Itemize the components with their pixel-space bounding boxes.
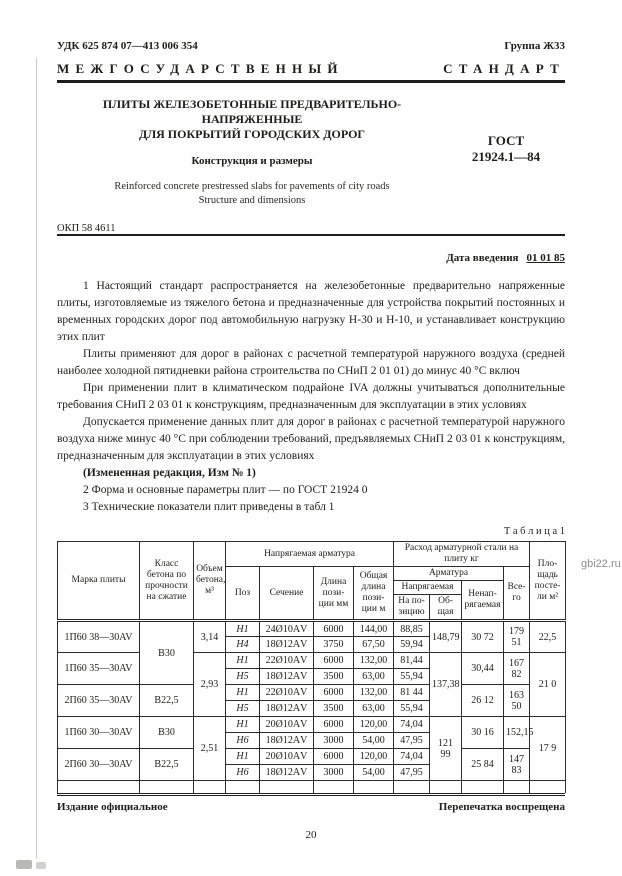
- group-code: Группа Ж33: [504, 40, 565, 52]
- col-header-common: Об-щая: [430, 595, 462, 621]
- title-en-line-1: Reinforced concrete prestressed slabs for pavements of city roads: [114, 181, 390, 192]
- cell-total: 152,15: [504, 717, 530, 749]
- cell-marka: 1П60 30—30AV: [58, 717, 140, 749]
- cell-pos: Н4: [226, 637, 260, 653]
- col-header-total: Все-го: [504, 567, 530, 621]
- title-line-2: ДЛЯ ПОКРЫТИЙ ГОРОДСКИХ ДОРОГ: [138, 127, 366, 141]
- cell-total: 167 82: [504, 653, 530, 685]
- cell-section: 18Ø12АV: [260, 765, 314, 781]
- cell-total: 147 83: [504, 749, 530, 781]
- cell-pos: Н5: [226, 701, 260, 717]
- col-header-total-length: Общая длина пози-ции м: [354, 567, 394, 621]
- classification-row: [57, 40, 565, 52]
- watermark: gbi22.ru: [581, 558, 621, 570]
- col-header-pos: Поз: [226, 567, 260, 621]
- cell-total-length: 120,00: [354, 717, 394, 733]
- cell-length: 6000: [314, 749, 354, 765]
- cell-total-length: 63,00: [354, 701, 394, 717]
- table-body: [58, 621, 566, 793]
- paragraph-7: 3 Технические показатели плит приведены в табл 1: [83, 501, 335, 513]
- cell-per-position: 81 44: [394, 685, 430, 701]
- cell-per-position: 47,95: [394, 733, 430, 749]
- cell-total-length: 132,00: [354, 653, 394, 669]
- cell-section: 18Ø12АV: [260, 701, 314, 717]
- cell-pos: Н1: [226, 621, 260, 637]
- title-line-1: ПЛИТЫ ЖЕЛЕЗОБЕТОННЫЕ ПРЕДВАРИТЕЛЬНО-НАПРЯЖЕННЫЕ: [102, 97, 402, 126]
- cell-total-length: 120,00: [354, 749, 394, 765]
- cell-total-length: 144,00: [354, 621, 394, 637]
- title-en-line-2: Structure and dimensions: [198, 194, 306, 206]
- cell-prestressed-total: 148,79: [430, 621, 462, 653]
- cell-marka: 2П60 35—30AV: [58, 685, 140, 717]
- col-header-section: Сечение: [260, 567, 314, 621]
- document-title-en: [63, 180, 441, 207]
- cell-per-position: 74,04: [394, 717, 430, 733]
- cell-length: 6000: [314, 685, 354, 701]
- okp-code: ОКП 58 4611: [57, 223, 116, 234]
- cell-per-position: 55,94: [394, 669, 430, 685]
- cell-total-length: 54,00: [354, 765, 394, 781]
- cell-class: В30: [140, 717, 194, 749]
- okp-rule: [57, 234, 565, 236]
- gost-number: 21924.1—84: [471, 149, 541, 164]
- cell-section: 22Ø10АV: [260, 653, 314, 669]
- document-title: [63, 97, 441, 142]
- cell-nonprestressed: 30 16: [462, 717, 504, 749]
- paragraph-4: Допускается применение данных плит для дорог в районах с расчетной температурой наружного воздуха ниже минус 40 °С при соблюдении требований, предъявляемых СНиП 2 03 01 к конструкциям, предназначенным для эксплуатации в этих условиях: [57, 416, 565, 462]
- col-header-area: Пло-щадь посте-ли м²: [530, 542, 566, 621]
- cell-volume: 3,14: [194, 621, 226, 653]
- official-edition-note: Издание официальное: [57, 800, 168, 813]
- cell-volume: 2,93: [194, 653, 226, 717]
- cell-per-position: 47,95: [394, 765, 430, 781]
- cell-total: 179 51: [504, 621, 530, 653]
- cell-section: 20Ø10АV: [260, 717, 314, 733]
- cell-section: 22Ø10АV: [260, 685, 314, 701]
- footer-rule: [57, 793, 565, 796]
- cell-length: 3500: [314, 701, 354, 717]
- group-header-armature: Арматура: [394, 567, 504, 581]
- document-subtitle: Конструкция и размеры: [191, 155, 313, 167]
- col-header-marka: Марка плиты: [58, 542, 140, 621]
- gost-number-block: [447, 97, 565, 207]
- specifications-table: [57, 541, 566, 793]
- date-label: Дата введения: [446, 252, 519, 264]
- footer: [57, 801, 565, 813]
- cell-total-length: 132,00: [354, 685, 394, 701]
- cell-class: В22,5: [140, 685, 194, 717]
- cell-class: В22,5: [140, 749, 194, 781]
- cell-length: 6000: [314, 717, 354, 733]
- cell-total-length: 54,00: [354, 733, 394, 749]
- paragraph-6: 2 Форма и основные параметры плит — по ГОСТ 21924 0: [83, 484, 368, 496]
- cell-pos: Н1: [226, 749, 260, 765]
- body-text: [57, 278, 565, 516]
- cell-pos: Н1: [226, 685, 260, 701]
- cell-per-position: 88,85: [394, 621, 430, 637]
- cell-total-length: 63,00: [354, 669, 394, 685]
- cell-length: 3500: [314, 669, 354, 685]
- cell-per-position: 55,94: [394, 701, 430, 717]
- gost-label: ГОСТ: [487, 133, 525, 148]
- cell-section: 24Ø10АV: [260, 621, 314, 637]
- cell-pos: Н6: [226, 733, 260, 749]
- cell-per-position: 74,04: [394, 749, 430, 765]
- cell-length: 3000: [314, 765, 354, 781]
- cell-area: 17 9: [530, 717, 566, 781]
- page-number: 20: [305, 828, 317, 841]
- paragraph-1: 1 Настоящий стандарт распространяется на железобетонные предварительно напряженные плиты, изготовляемые из тяжелого бетона и предназначенные для устройства покрытий постоянных и временных городских дорог под автомобильную нагрузку Н-30 и Н-10, и устанавливает конструкцию этих плит: [57, 280, 565, 343]
- amendment-note: (Измененная редакция, Изм № 1): [83, 467, 256, 479]
- cell-section: 18Ø12АV: [260, 733, 314, 749]
- cell-pos: Н6: [226, 765, 260, 781]
- cell-per-position: 81,44: [394, 653, 430, 669]
- cell-pos: Н5: [226, 669, 260, 685]
- banner-rule: [57, 80, 565, 83]
- cell-nonprestressed: 30,44: [462, 653, 504, 685]
- scan-smudge: [36, 862, 46, 869]
- col-header-length: Длина пози-ции мм: [314, 567, 354, 621]
- paragraph-3: При применении плит в климатическом подрайоне IVA должны учитываться дополнительные требования СНиП 2 03 01 к конструкциям, предназначенным для эксплуатации в этих условиях: [57, 382, 565, 411]
- cell-volume: 2,51: [194, 717, 226, 781]
- table-row: [58, 621, 566, 637]
- table-row: [58, 717, 566, 733]
- cell-nonprestressed: 25 84: [462, 749, 504, 781]
- introduction-date: [57, 252, 565, 264]
- table-header: [58, 542, 566, 621]
- scan-smudge: [16, 860, 32, 869]
- cell-total: 163 50: [504, 685, 530, 717]
- cell-nonprestressed: 26 12: [462, 685, 504, 717]
- cell-section: 18Ø12АV: [260, 637, 314, 653]
- scan-edge-artifact: [36, 58, 37, 858]
- cell-section: 20Ø10АV: [260, 749, 314, 765]
- cell-class: В30: [140, 621, 194, 685]
- paragraph-2: Плиты применяют для дорог в районах с расчетной температурой наружного воздуха (средней наиболее холодной пятидневки района строительства по СНиП 2 01 01) до минус 40 °С включ: [57, 348, 565, 377]
- table-caption: Т а б л и ц а 1: [503, 526, 565, 537]
- standard-word-2: СТАНДАРТ: [443, 61, 565, 76]
- table-row: [58, 653, 566, 669]
- col-header-per-position: На по-зицию: [394, 595, 430, 621]
- cell-prestressed-total: 121 99: [430, 717, 462, 781]
- cell-section: 18Ø12АV: [260, 669, 314, 685]
- cell-total-length: 67,50: [354, 637, 394, 653]
- cell-prestressed-total: 137,38: [430, 653, 462, 717]
- cell-length: 6000: [314, 621, 354, 637]
- reprint-prohibited-note: Перепечатка воспрещена: [438, 800, 565, 813]
- cell-length: 3750: [314, 637, 354, 653]
- cell-per-position: 59,94: [394, 637, 430, 653]
- cell-pos: Н1: [226, 653, 260, 669]
- title-block: [57, 97, 565, 207]
- cell-marka: 1П60 38—30AV: [58, 621, 140, 653]
- cell-area: 22,5: [530, 621, 566, 653]
- table-row: [58, 685, 566, 701]
- cell-length: 6000: [314, 653, 354, 669]
- cell-area: 21 0: [530, 653, 566, 717]
- date-value: 01 01 85: [526, 252, 565, 264]
- col-header-class: Класс бетона по прочности на сжатие: [140, 542, 194, 621]
- col-header-volume: Объем бетона, м³: [194, 542, 226, 621]
- cell-marka: 1П60 35—30AV: [58, 653, 140, 685]
- standard-word-1: МЕЖГОСУДАРСТВЕННЫЙ: [57, 61, 344, 76]
- table-row: [58, 749, 566, 765]
- udk-code: УДК 625 874 07—413 006 354: [57, 40, 198, 52]
- col-header-nonprestressed: Ненап-рягаемая: [462, 581, 504, 621]
- standard-banner: [57, 61, 565, 77]
- group-header-prestressed-sub: Напрягаемая: [394, 581, 462, 595]
- group-header-steel-consumption: Расход арматурной стали на плиту кг: [394, 542, 530, 567]
- cell-nonprestressed: 30 72: [462, 621, 504, 653]
- cell-length: 3000: [314, 733, 354, 749]
- cell-pos: Н1: [226, 717, 260, 733]
- table-open-bottom: [58, 781, 566, 793]
- cell-marka: 2П60 30—30AV: [58, 749, 140, 781]
- group-header-prestressed: Напрягаемая арматура: [226, 542, 394, 567]
